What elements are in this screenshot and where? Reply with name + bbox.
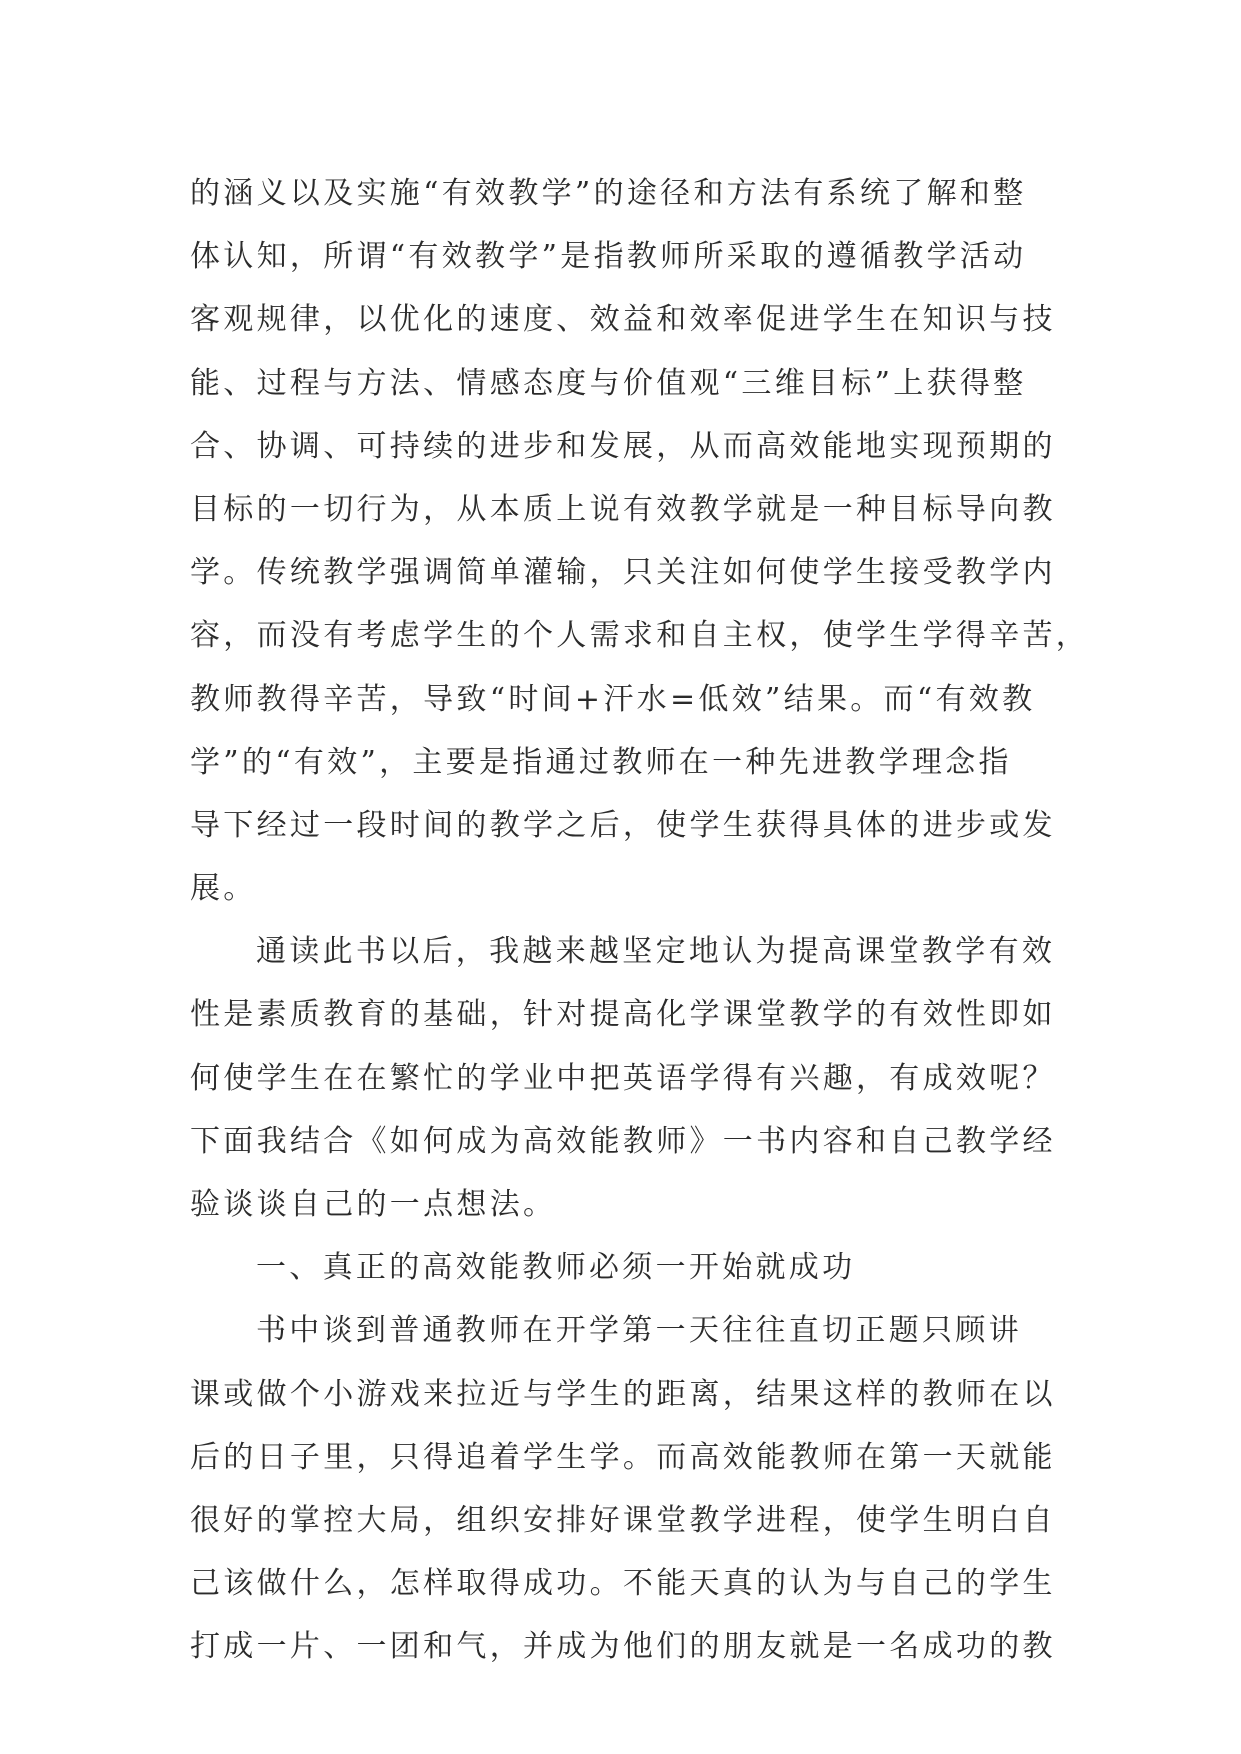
text-line: 打成一片、一团和气，并成为他们的朋友就是一名成功的教 xyxy=(190,1629,1056,1665)
section-heading: 一、真正的高效能教师必须一开始就成功 xyxy=(256,1250,856,1286)
text-line: 合、协调、可持续的进步和发展，从而高效能地实现预期的 xyxy=(190,428,1056,464)
text-line: 容，而没有考虑学生的个人需求和自主权，使学生学得辛苦， xyxy=(190,618,1090,654)
text-line: 导下经过一段时间的教学之后，使学生获得具体的进步或发 xyxy=(190,807,1056,843)
text-line: 验谈谈自己的一点想法。 xyxy=(190,1187,557,1222)
text-line: 后的日子里，只得追着学生学。而高效能教师在第一天就能 xyxy=(190,1439,1056,1475)
text-line: 何使学生在在繁忙的学业中把英语学得有兴趣，有成效呢？ xyxy=(190,1060,1056,1096)
text-line: 学。传统教学强调简单灌输，只关注如何使学生接受教学内 xyxy=(190,555,1056,591)
text-line: 己该做什么，怎样取得成功。不能天真的认为与自己的学生 xyxy=(190,1566,1056,1602)
body-text xyxy=(190,162,1090,1679)
text-line: 课或做个小游戏来拉近与学生的距离，结果这样的教师在以 xyxy=(190,1376,1056,1412)
text-line: 的涵义以及实施“有效教学”的途径和方法有系统了解和整 xyxy=(190,176,1027,211)
text-line: 能、过程与方法、情感态度与价值观“三维目标”上获得整 xyxy=(190,365,1027,401)
text-line: 学”的“有效”，主要是指通过教师在一种先进教学理念指 xyxy=(190,744,1012,780)
paragraph-first-line: 书中谈到普通教师在开学第一天往往直切正题只顾讲 xyxy=(256,1313,1022,1349)
text-line: 目标的一切行为，从本质上说有效教学就是一种目标导向教 xyxy=(190,491,1056,527)
text-line: 展。 xyxy=(190,871,257,907)
paragraph-first-line: 通读此书以后，我越来越坚定地认为提高课堂教学有效 xyxy=(256,934,1056,970)
text-line: 下面我结合《如何成为高效能教师》一书内容和自己教学经 xyxy=(190,1123,1056,1159)
text-line: 很好的掌控大局，组织安排好课堂教学进程，使学生明白自 xyxy=(190,1502,1056,1538)
text-line: 客观规律，以优化的速度、效益和效率促进学生在知识与技 xyxy=(190,302,1056,338)
text-line: 教师教得辛苦，导致“时间+汗水=低效”结果。而“有效教 xyxy=(190,681,1036,717)
text-line: 性是素质教育的基础，针对提高化学课堂教学的有效性即如 xyxy=(190,997,1056,1033)
text-line: 体认知，所谓“有效教学”是指教师所采取的遵循教学活动 xyxy=(190,239,1027,275)
